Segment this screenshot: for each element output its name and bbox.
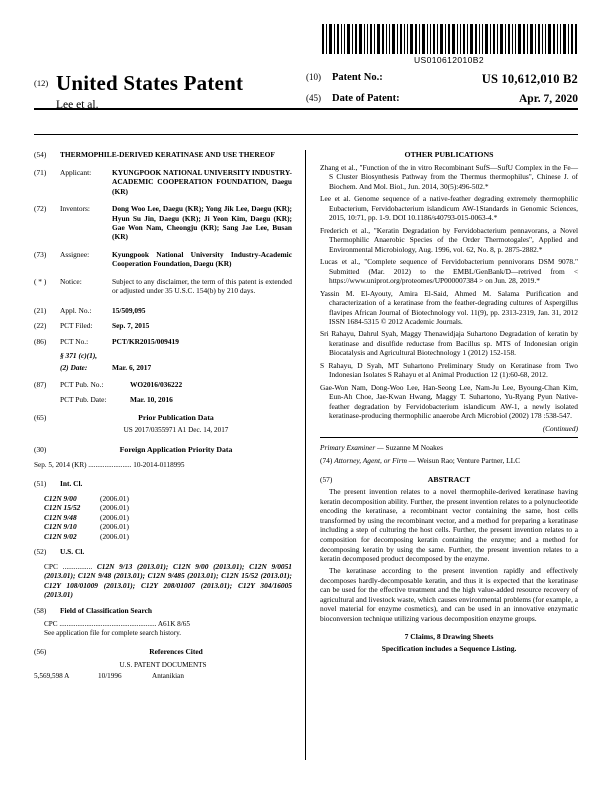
int-cl-row	[34, 513, 292, 522]
date-label: Date of Patent:	[332, 93, 400, 104]
inventors-value: Dong Woo Lee, Daegu (KR); Yong Jik Lee, Daegu (KR); Hyun Su Jin, Daegu (KR); Ji Yeon Kim, Daegu (KR); Gae Won Nam, Cheongju (KR); Sang Jae Lee, Busan (KR)	[112, 204, 292, 242]
references-heading: References Cited	[149, 646, 203, 656]
appl-no-label: Appl. No.:	[60, 305, 92, 315]
date-value: Apr. 7, 2020	[519, 93, 578, 105]
int-cl-code: C12N 15/52	[44, 503, 81, 513]
sequence-listing-line: Specification includes a Sequence Listing.	[381, 644, 517, 654]
abstract-header	[320, 475, 578, 487]
primary-examiner-name: Suzanne M Noakes	[385, 443, 443, 453]
pct-pub-date-value: Mar. 10, 2016	[130, 394, 173, 404]
field-code-65: (65)	[34, 413, 47, 423]
reference-entry: Lucas et al., "Complete sequence of Fervidobacterium pennivorans DSM 9078." Submitted (Mar. 2012) to the EMBL/GenBank/D—retrived from < https://www.uniprot.org/proteomes/UP000007384 > on Jun. 28, 2019.*	[320, 257, 578, 286]
right-column	[320, 150, 578, 654]
field-code-21: (21)	[34, 305, 47, 315]
reference-entry: Zhang et al., "Function of the in vitro Recombinant SufS—SufU Complex in the Fe—S Cluster Biosynthesis Pathway from the Thermus thermophilus", Chinese J. of Biochem. And Mol. Biol., Jun. 2014, 30(5):496-502.*	[320, 162, 578, 191]
reference-entry: Frederich et al., "Keratin Degradation by Fervidobacterium pennavorans, a Novel Thermophilic Anaerobic Species of the Order Thermotogales", Applied and Environmental Microbiology, Aug. 1996, vol. 62, No. 8, p. 2875-2882.*	[320, 225, 578, 254]
pct-pub-date-label: PCT Pub. Date:	[60, 394, 107, 404]
int-cl-rows	[34, 494, 292, 541]
patent-date-row	[306, 93, 578, 105]
patent-ref-date: 10/1996	[98, 672, 122, 681]
patent-ref-name: Antanikian	[152, 672, 184, 681]
field-code-30: (30)	[34, 445, 47, 455]
field-us-cl	[34, 547, 292, 556]
patent-header	[34, 72, 578, 138]
field-pct-pub-no	[34, 380, 292, 389]
pct-pub-no-label: PCT Pub. No.:	[60, 380, 104, 390]
int-cl-code: C12N 9/02	[44, 531, 77, 541]
column-divider	[305, 150, 306, 760]
us-cl-body	[34, 562, 292, 600]
office-title: United States Patent	[56, 71, 244, 95]
int-cl-code: C12N 9/10	[44, 522, 77, 532]
int-cl-version: (2006.01)	[100, 512, 129, 522]
primary-examiner	[320, 443, 578, 452]
int-cl-row	[34, 522, 292, 531]
notice-label: Notice:	[60, 276, 82, 286]
other-publications-heading: OTHER PUBLICATIONS	[404, 150, 494, 159]
pct-371-date-label: (2) Date:	[60, 362, 88, 372]
field-inventors	[34, 204, 292, 242]
barcode-block	[320, 24, 578, 65]
page-content	[34, 24, 578, 768]
field-code-71: (71)	[34, 167, 47, 177]
pct-371-date-row	[34, 363, 292, 372]
int-cl-code: C12N 9/48	[44, 512, 77, 522]
field-pct-no	[34, 337, 292, 346]
field-code-22: (22)	[34, 321, 47, 331]
int-cl-version: (2006.01)	[100, 503, 129, 513]
field-code-86: (86)	[34, 336, 47, 346]
pct-pub-date-row	[34, 395, 292, 404]
field-notice	[34, 277, 292, 296]
reference-entry: S Rahayu, D Syah, MT Suhartono Preliminary Study on Keratinase from Two Indonesian Isolates S Rahayu et al Animal Production 12 (1):60-68, 2012.	[320, 360, 578, 380]
int-cl-version: (2006.01)	[100, 522, 129, 532]
field-code-58: (58)	[34, 605, 47, 615]
header-right	[306, 72, 578, 111]
field-assignee	[34, 250, 292, 269]
field-search-label: Field of Classification Search	[60, 605, 153, 615]
header-left	[34, 72, 302, 111]
int-cl-row	[34, 532, 292, 541]
notice-value: Subject to any disclaimer, the term of this patent is extended or adjusted under 35 U.S.C. 154(b) by 210 days.	[112, 276, 292, 296]
field-search-see: See application file for complete search history.	[44, 629, 182, 638]
us-patent-docs-heading: U.S. PATENT DOCUMENTS	[119, 660, 207, 669]
field-code-57: (57)	[320, 474, 333, 484]
field-search	[34, 606, 292, 615]
field-references	[34, 647, 292, 656]
pct-371-line	[34, 351, 292, 360]
int-cl-row	[34, 494, 292, 503]
pct-filed-label: PCT Filed:	[60, 321, 93, 331]
field-code-51: (51)	[34, 479, 47, 489]
field-code-54: (54)	[34, 150, 47, 159]
field-code-87: (87)	[34, 380, 47, 390]
columns	[34, 150, 578, 760]
prior-pub-heading: Prior Publication Data	[138, 413, 214, 423]
attorney-name: Weisun Rao; Venture Partner, LLC	[417, 456, 521, 466]
patent-no-value: US 10,612,010 B2	[481, 72, 578, 86]
appl-no-value: 15/509,095	[112, 305, 146, 315]
attorney-label: Attorney, Agent, or Firm —	[334, 456, 416, 466]
assignee-value: Kyungpook National University Industry-Academic Cooperation Foundation, Daegu (KR)	[112, 249, 292, 269]
barcode-image	[320, 24, 578, 54]
reference-entry: Gae-Won Nam, Dong-Woo Lee, Han-Seong Lee, Nam-Ju Lee, Byoung-Chan Kim, Eun-Ah Choe, Jae-Kwan Hwang, Maggy T. Suhartono, Yu-Ryang Pyun Native-feather degradation by Fervidobacterium islandicum AW-1, a newly isolated keratinase-producing thermophilic anaerobe Arch Microbiol (2002) 178 :538-547.	[320, 382, 578, 421]
field-appl-no	[34, 306, 292, 315]
reference-entry: Yassin M. El-Ayouty, Amira El-Said, Ahmed M. Salama Purification and characterization of a keratinase from the feather-degrading cultures of Aspergillus flavipes African Journal of Biotechnology vol. 11(9), pp. 2313-2319, Jan. 31, 2012 ISSN 1684-5315 © 2012 Academic Journals.	[320, 288, 578, 326]
attorney-row	[320, 456, 578, 465]
patent-ref-number: 5,569,598 A	[34, 672, 70, 681]
inventors-label: Inventors:	[60, 204, 90, 214]
us-cl-text: C12N 9/13 (2013.01); C12N 9/00 (2013.01); C12N 9/0051 (2013.01); C12N 9/48 (2013.01); C12N 9/485 (2013.01); C12N 15/52 (2013.01); C12Y 108/01009 (2013.01); C12Y 208/01007 (2013.01); C12Y 304/16005 (2013.01)	[44, 561, 292, 600]
primary-examiner-label: Primary Examiner —	[320, 443, 384, 453]
assignee-label: Assignee:	[60, 249, 90, 259]
field-title	[34, 150, 292, 160]
field-code-56: (56)	[34, 646, 47, 656]
applicant-value: KYUNGPOOK NATIONAL UNIVERSITY INDUSTRY-ACADEMIC COOPERATION FOUNDATION, Daegu (KR)	[112, 167, 292, 196]
pct-no-label: PCT No.:	[60, 336, 89, 346]
field-int-cl	[34, 479, 292, 488]
table-row	[34, 672, 292, 681]
int-cl-version: (2006.01)	[100, 493, 129, 503]
patent-number-row	[306, 72, 578, 87]
field-applicant	[34, 168, 292, 196]
us-cl-label: U.S. Cl.	[60, 547, 85, 557]
reference-entry: Lee et al. Genome sequence of a native-feather degrading extremely thermophilic Eubacterium, Fervidobacterium islandicum AW-1Standards in Genomic Sciences, 2015, 10:71, pp. 1-9. DOI 10.1186/s40793-015-0063-4.*	[320, 194, 578, 223]
applicant-label: Applicant:	[60, 167, 92, 177]
field-search-cpc: CPC ...................................................... A61K 8/65	[44, 620, 190, 629]
claims-drawings-line: 7 Claims, 8 Drawing Sheets	[404, 631, 494, 641]
pct-371-text: § 371 (c)(1),	[60, 351, 98, 361]
int-cl-code: C12N 9/00	[44, 493, 77, 503]
pct-filed-value: Sep. 7, 2015	[112, 321, 150, 331]
foreign-priority-line: Sep. 5, 2014 (KR) ........................ 10-2014-0118995	[34, 461, 185, 470]
field-code-notice: ( * )	[34, 276, 47, 286]
left-column	[34, 150, 292, 681]
pct-no-value: PCT/KR2015/009419	[112, 336, 179, 346]
reference-entry: Sri Rahayu, Dahrul Syah, Maggy Thenawidjaja Suhartono Degradation of keratin by keratinase and disulfide reductase from Bacillus sp. MTS of Indonesian origin Biocatalysis and Agricultural Biotechnology 1 (2012) 152-158.	[320, 329, 578, 358]
field-code-12: (12)	[34, 78, 49, 88]
foreign-priority-heading: Foreign Application Priority Data	[119, 445, 233, 455]
patent-no-label: Patent No.:	[332, 72, 383, 83]
int-cl-version: (2006.01)	[100, 531, 129, 541]
field-pct-filed	[34, 321, 292, 330]
header-rule-thin	[34, 134, 578, 135]
abstract-heading: ABSTRACT	[427, 474, 471, 484]
abstract-paragraph: The keratinase according to the present invention rapidly and effectively decomposes hardly-decomposable keratin, and thus it is expected that the keratinase can be used for the effective treatment and the high value-added resource recovery of agricultural and livestock waste, which causes environmental problems (for example, a novel material for enzyme cosmetics), and can be used in an innovative enzymatic bioconversion technique utilizing various decomposition enzyme groups.	[320, 565, 578, 624]
header-rule-thick	[34, 108, 578, 110]
field-code-52: (52)	[34, 547, 47, 557]
abstract-paragraph: The present invention relates to a novel thermophile-derived keratinase having keratin decomposition ability. Further, the present invention relates to a polynucleotide encoding the keratinase, a recombinant vector containing the same, host cells transformed by using the recombinant vector, and a method for preparing a keratinase including a step of culturing the host cells. Further, the present invention relates to a composition for decomposing keratin containing the enzyme; and a method for decomposing keratin by using the same. Further, the present invention relates to a keratin decomposed product decomposed by the enzyme.	[320, 486, 578, 564]
continued-label: (Continued)	[542, 423, 578, 433]
field-code-73: (73)	[34, 249, 47, 259]
field-prior-pub	[34, 413, 292, 435]
date-code: (45)	[306, 93, 321, 103]
field-foreign-priority	[34, 445, 292, 470]
pct-pub-no-value: WO2016/036222	[130, 380, 183, 390]
patent-no-code: (10)	[306, 72, 321, 82]
pct-371-date-value: Mar. 6, 2017	[112, 362, 152, 372]
field-code-72: (72)	[34, 204, 47, 214]
us-cl-cpc-label: CPC ................	[44, 561, 93, 571]
invention-title: THERMOPHILE-DERIVED KERATINASE AND USE THEREOF	[60, 150, 275, 159]
int-cl-row	[34, 503, 292, 512]
right-rule	[320, 437, 578, 438]
barcode-number: US010612010B2	[414, 55, 484, 65]
int-cl-label: Int. Cl.	[60, 479, 83, 489]
applicant-short: Lee et al.	[56, 99, 99, 112]
prior-pub-line: US 2017/0355971 A1 Dec. 14, 2017	[123, 426, 229, 435]
field-code-74: (74)	[320, 456, 333, 466]
